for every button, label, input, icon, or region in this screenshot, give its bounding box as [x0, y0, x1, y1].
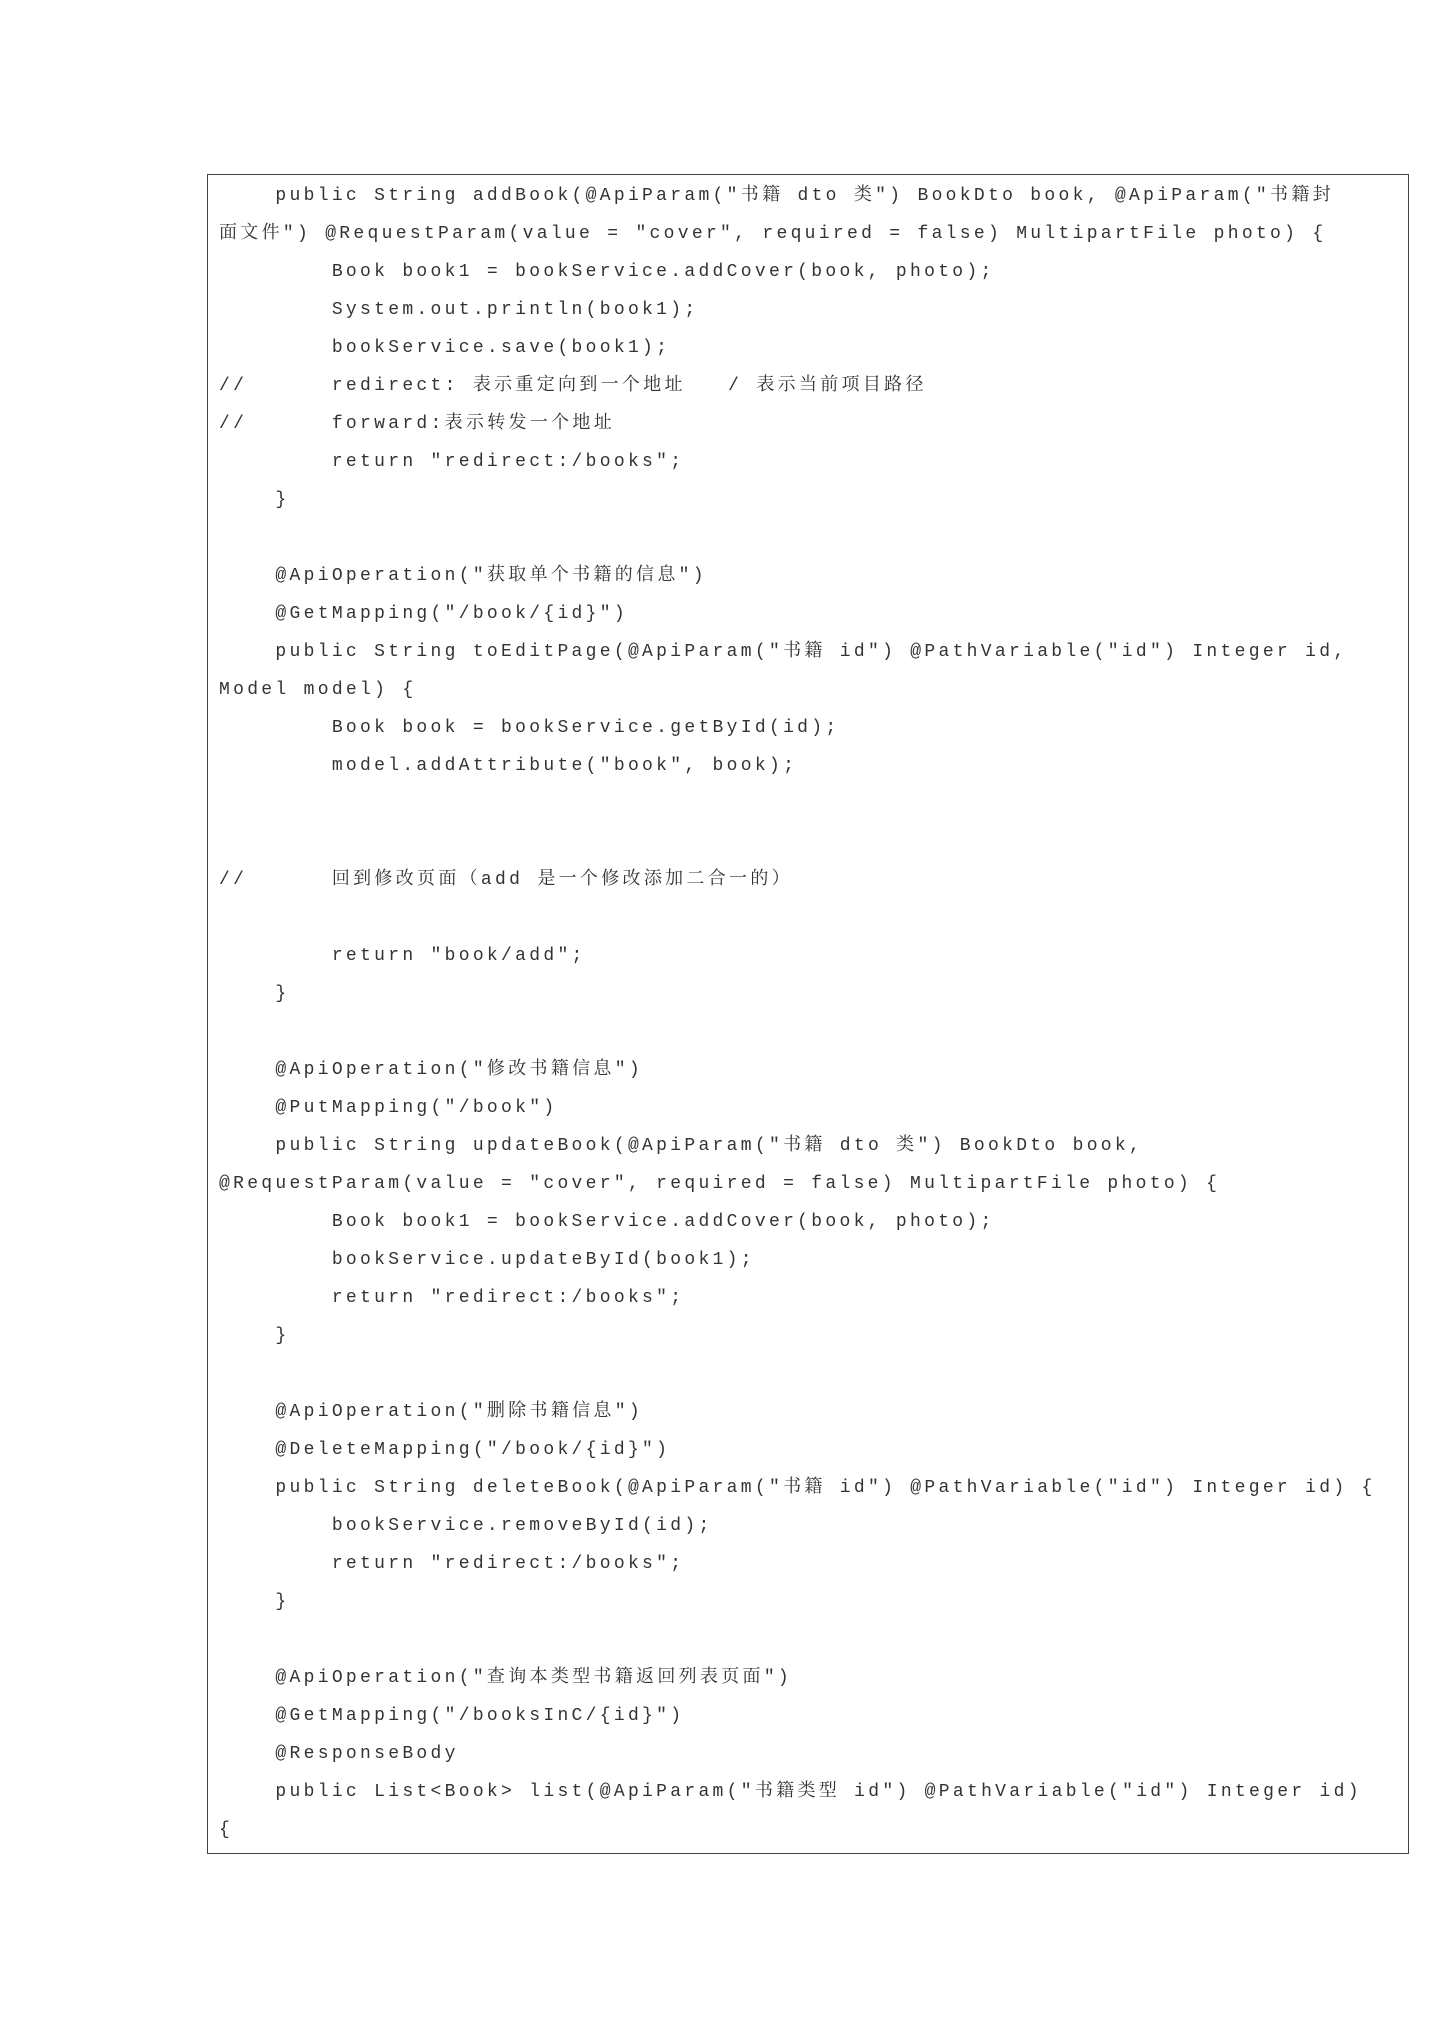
code-line: return "redirect:/books";: [219, 1288, 685, 1308]
code-comment-line: // 回到修改页面（add 是一个修改添加二合一的）: [219, 870, 793, 890]
code-line: }: [219, 490, 290, 510]
blank-line: [219, 1621, 1408, 1659]
code-line: return "redirect:/books";: [219, 1554, 685, 1574]
code-line: Book book1 = bookService.addCover(book, photo);: [219, 262, 995, 282]
code-line: public String updateBook(@ApiParam("书籍 dto 类") BookDto book,: [219, 1136, 1144, 1156]
code-line: @ApiOperation("修改书籍信息"): [219, 1060, 643, 1080]
blank-line: [219, 1355, 1408, 1393]
code-line: return "redirect:/books";: [219, 452, 685, 472]
code-line: @RequestParam(value = "cover", required = false) MultipartFile photo) {: [219, 1174, 1221, 1194]
code-line: bookService.save(book1);: [219, 338, 671, 358]
code-line: bookService.updateById(book1);: [219, 1250, 755, 1270]
code-line: }: [219, 1592, 290, 1612]
code-line: Book book1 = bookService.addCover(book, photo);: [219, 1212, 995, 1232]
code-line: System.out.println(book1);: [219, 300, 699, 320]
code-line: }: [219, 1326, 290, 1346]
blank-line: [219, 1013, 1408, 1051]
blank-line: [219, 823, 1408, 861]
code-line: Model model) {: [219, 680, 417, 700]
code-line: @DeleteMapping("/book/{id}"): [219, 1440, 671, 1460]
code-line: @ApiOperation("查询本类型书籍返回列表页面"): [219, 1668, 793, 1688]
code-line: model.addAttribute("book", book);: [219, 756, 798, 776]
code-line: @ResponseBody: [219, 1744, 459, 1764]
code-line: @GetMapping("/booksInC/{id}"): [219, 1706, 685, 1726]
code-comment-line: // forward:表示转发一个地址: [219, 414, 616, 434]
code-line: 面文件") @RequestParam(value = "cover", required = false) MultipartFile photo) {: [219, 224, 1327, 244]
code-line: @ApiOperation("获取单个书籍的信息"): [219, 566, 707, 586]
code-line: @GetMapping("/book/{id}"): [219, 604, 628, 624]
code-line: return "book/add";: [219, 946, 586, 966]
code-line: bookService.removeById(id);: [219, 1516, 713, 1536]
code-line: public String toEditPage(@ApiParam("书籍 id") @PathVariable("id") Integer id,: [219, 642, 1348, 662]
code-line: public String deleteBook(@ApiParam("书籍 id") @PathVariable("id") Integer id) {: [219, 1478, 1376, 1498]
code-line: public List<Book> list(@ApiParam("书籍类型 id") @PathVariable("id") Integer id): [219, 1782, 1362, 1802]
code-line: public String addBook(@ApiParam("书籍 dto 类") BookDto book, @ApiParam("书籍封: [219, 186, 1334, 206]
code-line: @PutMapping("/book"): [219, 1098, 558, 1118]
blank-line: [219, 785, 1408, 823]
code-line: @ApiOperation("删除书籍信息"): [219, 1402, 643, 1422]
code-line: Book book = bookService.getById(id);: [219, 718, 840, 738]
code-comment-line: // redirect: 表示重定向到一个地址 / 表示当前项目路径: [219, 376, 927, 396]
blank-line: [219, 519, 1408, 557]
code-block: [207, 174, 1409, 1854]
code-line: {: [219, 1820, 234, 1840]
blank-line: [219, 899, 1408, 937]
code-line: }: [219, 984, 290, 1004]
